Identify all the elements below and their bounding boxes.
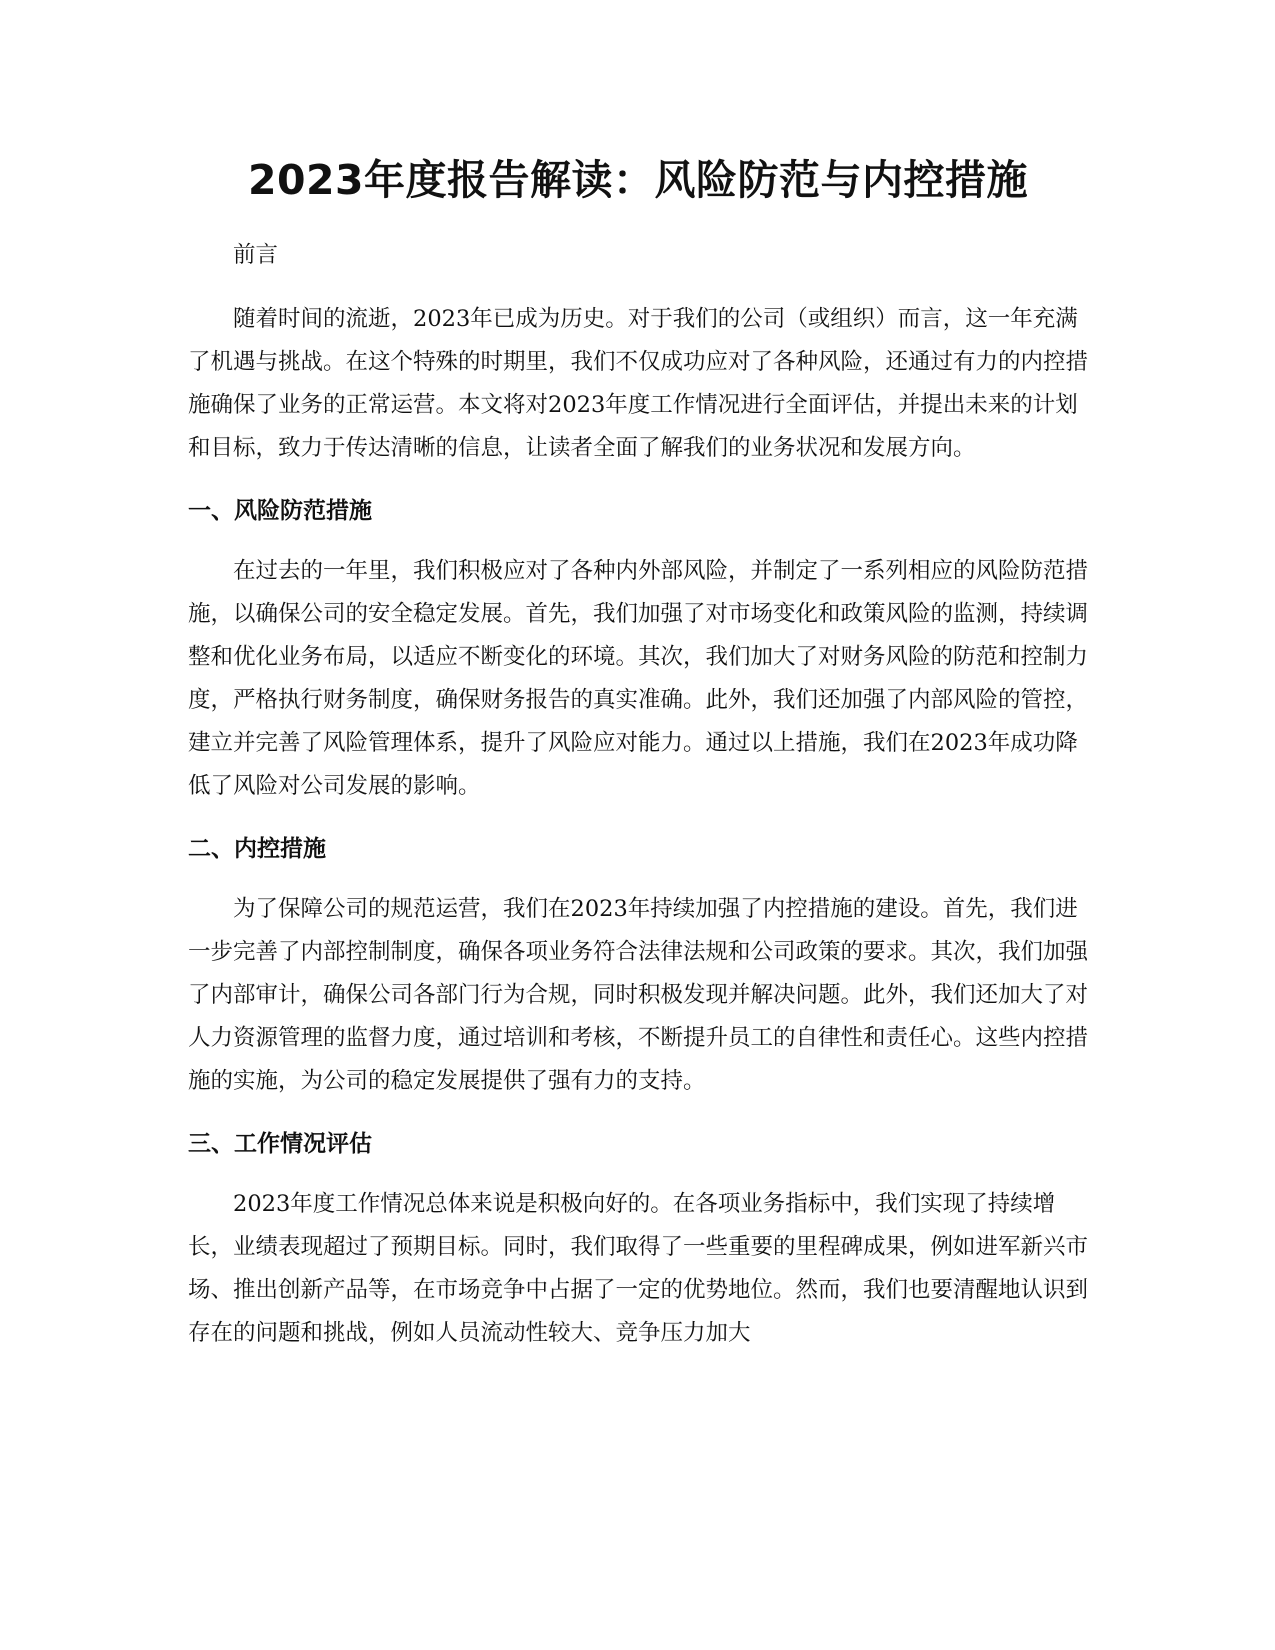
section-heading: 二、内控措施 (188, 836, 326, 862)
section-body: 在过去的一年里，我们积极应对了各种内外部风险，并制定了一系列相应的风险防范措施，以确保公司的安全稳定发展。首先，我们加强了对市场变化和政策风险的监测，持续调整和优化业务布局，以适应不断变化的环境。其次，我们加大了对财务风险的防范和控制力度，严格执行财务制度，确保财务报告的真实准确。此外，我们还加强了内部风险的管控，建立并完善了风险管理体系，提升了风险应对能力。通过以上措施，我们在2023年成功降低了风险对公司发展的影响。 (188, 558, 1089, 799)
section-heading: 一、风险防范措施 (188, 498, 372, 524)
section-risk-prevention (188, 491, 1088, 808)
section-internal-control (188, 829, 1088, 1103)
section-body: 为了保障公司的规范运营，我们在2023年持续加强了内控措施的建设。首先，我们进一步完善了内部控制制度，确保各项业务符合法律法规和公司政策的要求。其次，我们加强了内部审计，确保公司各部门行为合规，同时积极发现并解决问题。此外，我们还加大了对人力资源管理的监督力度，通过培训和考核，不断提升员工的自律性和责任心。这些内控措施的实施，为公司的稳定发展提供了强有力的支持。 (188, 896, 1089, 1094)
section-body: 2023年度工作情况总体来说是积极向好的。在各项业务指标中，我们实现了持续增长，业绩表现超过了预期目标。同时，我们取得了一些重要的里程碑成果，例如进军新兴市场、推出创新产品等，在市场竞争中占据了一定的优势地位。然而，我们也要清醒地认识到存在的问题和挑战，例如人员流动性较大、竞争压力加大 (188, 1191, 1089, 1346)
document-title: 2023年度报告解读：风险防范与内控措施 (247, 156, 1029, 204)
section-work-evaluation (188, 1124, 1088, 1355)
document-page (188, 150, 1088, 1376)
intro-paragraph: 随着时间的流逝，2023年已成为历史。对于我们的公司（或组织）而言，这一年充满了机遇与挑战。在这个特殊的时期里，我们不仅成功应对了各种风险，还通过有力的内控措施确保了业务的正常运营。本文将对2023年度工作情况进行全面评估，并提出未来的计划和目标，致力于传达清晰的信息，让读者全面了解我们的业务状况和发展方向。 (188, 306, 1089, 461)
preface-label: 前言 (233, 242, 279, 268)
section-heading: 三、工作情况评估 (188, 1131, 372, 1157)
